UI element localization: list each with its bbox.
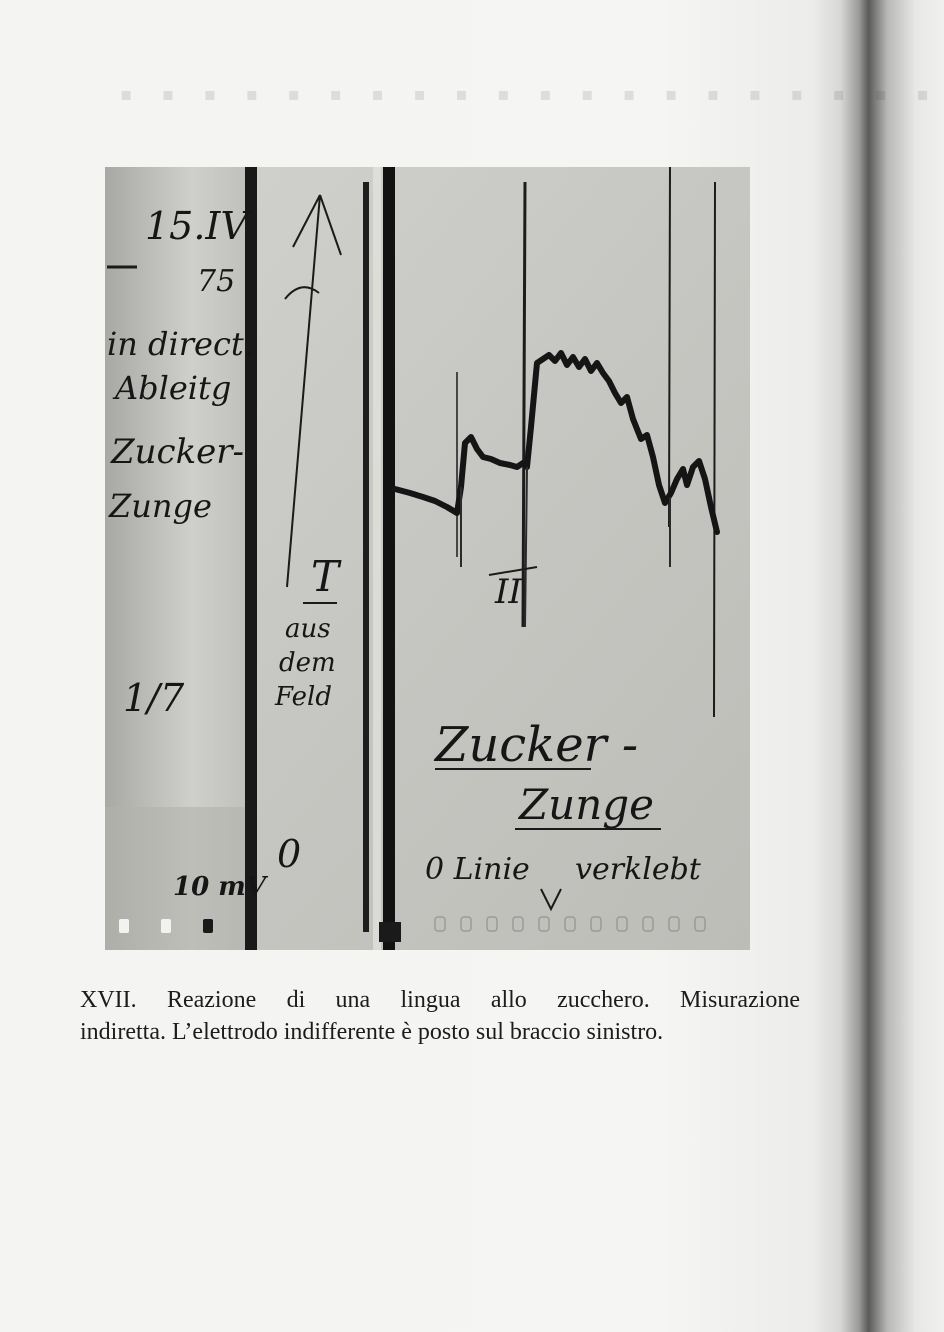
caption-line: indiretta. L’elettrodo indifferente è posto sul braccio sinistro. <box>80 1019 664 1045</box>
left-note-line: Zunge <box>109 487 212 525</box>
inner-vertical-bar <box>363 182 369 932</box>
left-note-line: Zucker- <box>111 432 245 472</box>
left-note-line: Ableitg <box>115 369 232 407</box>
zero-line-label: 0 Linie <box>425 852 530 887</box>
left-note-line: in direct. <box>107 325 254 363</box>
arrow-note-line: Feld <box>275 682 332 712</box>
stuck-label: verklebt <box>575 852 701 887</box>
sugar-note-line: Zunge <box>519 780 655 829</box>
zero-label: 0 <box>277 832 302 876</box>
left-vertical-bar <box>245 167 257 950</box>
caption-line: XVII. Reazione di una lingua allo zucchero. Misurazione <box>80 987 800 1013</box>
figure-caption <box>80 984 800 1048</box>
date-label: 15.IV <box>145 204 248 248</box>
electrogram-photo <box>105 167 750 950</box>
peak-label: II <box>495 572 522 612</box>
sugar-note-line: Zucker - <box>435 717 639 773</box>
arrow-label: T <box>311 552 340 601</box>
right-vertical-bar <box>383 167 395 950</box>
scale-label: 10 mV <box>173 872 266 902</box>
bar-gap <box>373 167 381 950</box>
bleed-through-text: ▪ ▪ ▪ ▪ ▪ ▪ ▪ ▪ ▪ ▪ ▪ ▪ ▪ ▪ ▪ ▪ ▪ ▪ ▪ ▪ <box>120 84 941 105</box>
marker-left-label: 1/7 <box>123 676 185 720</box>
arrow-note-line: aus <box>285 614 331 644</box>
arrow-note-line: dem <box>279 648 336 678</box>
year-label: 75 <box>197 264 236 299</box>
